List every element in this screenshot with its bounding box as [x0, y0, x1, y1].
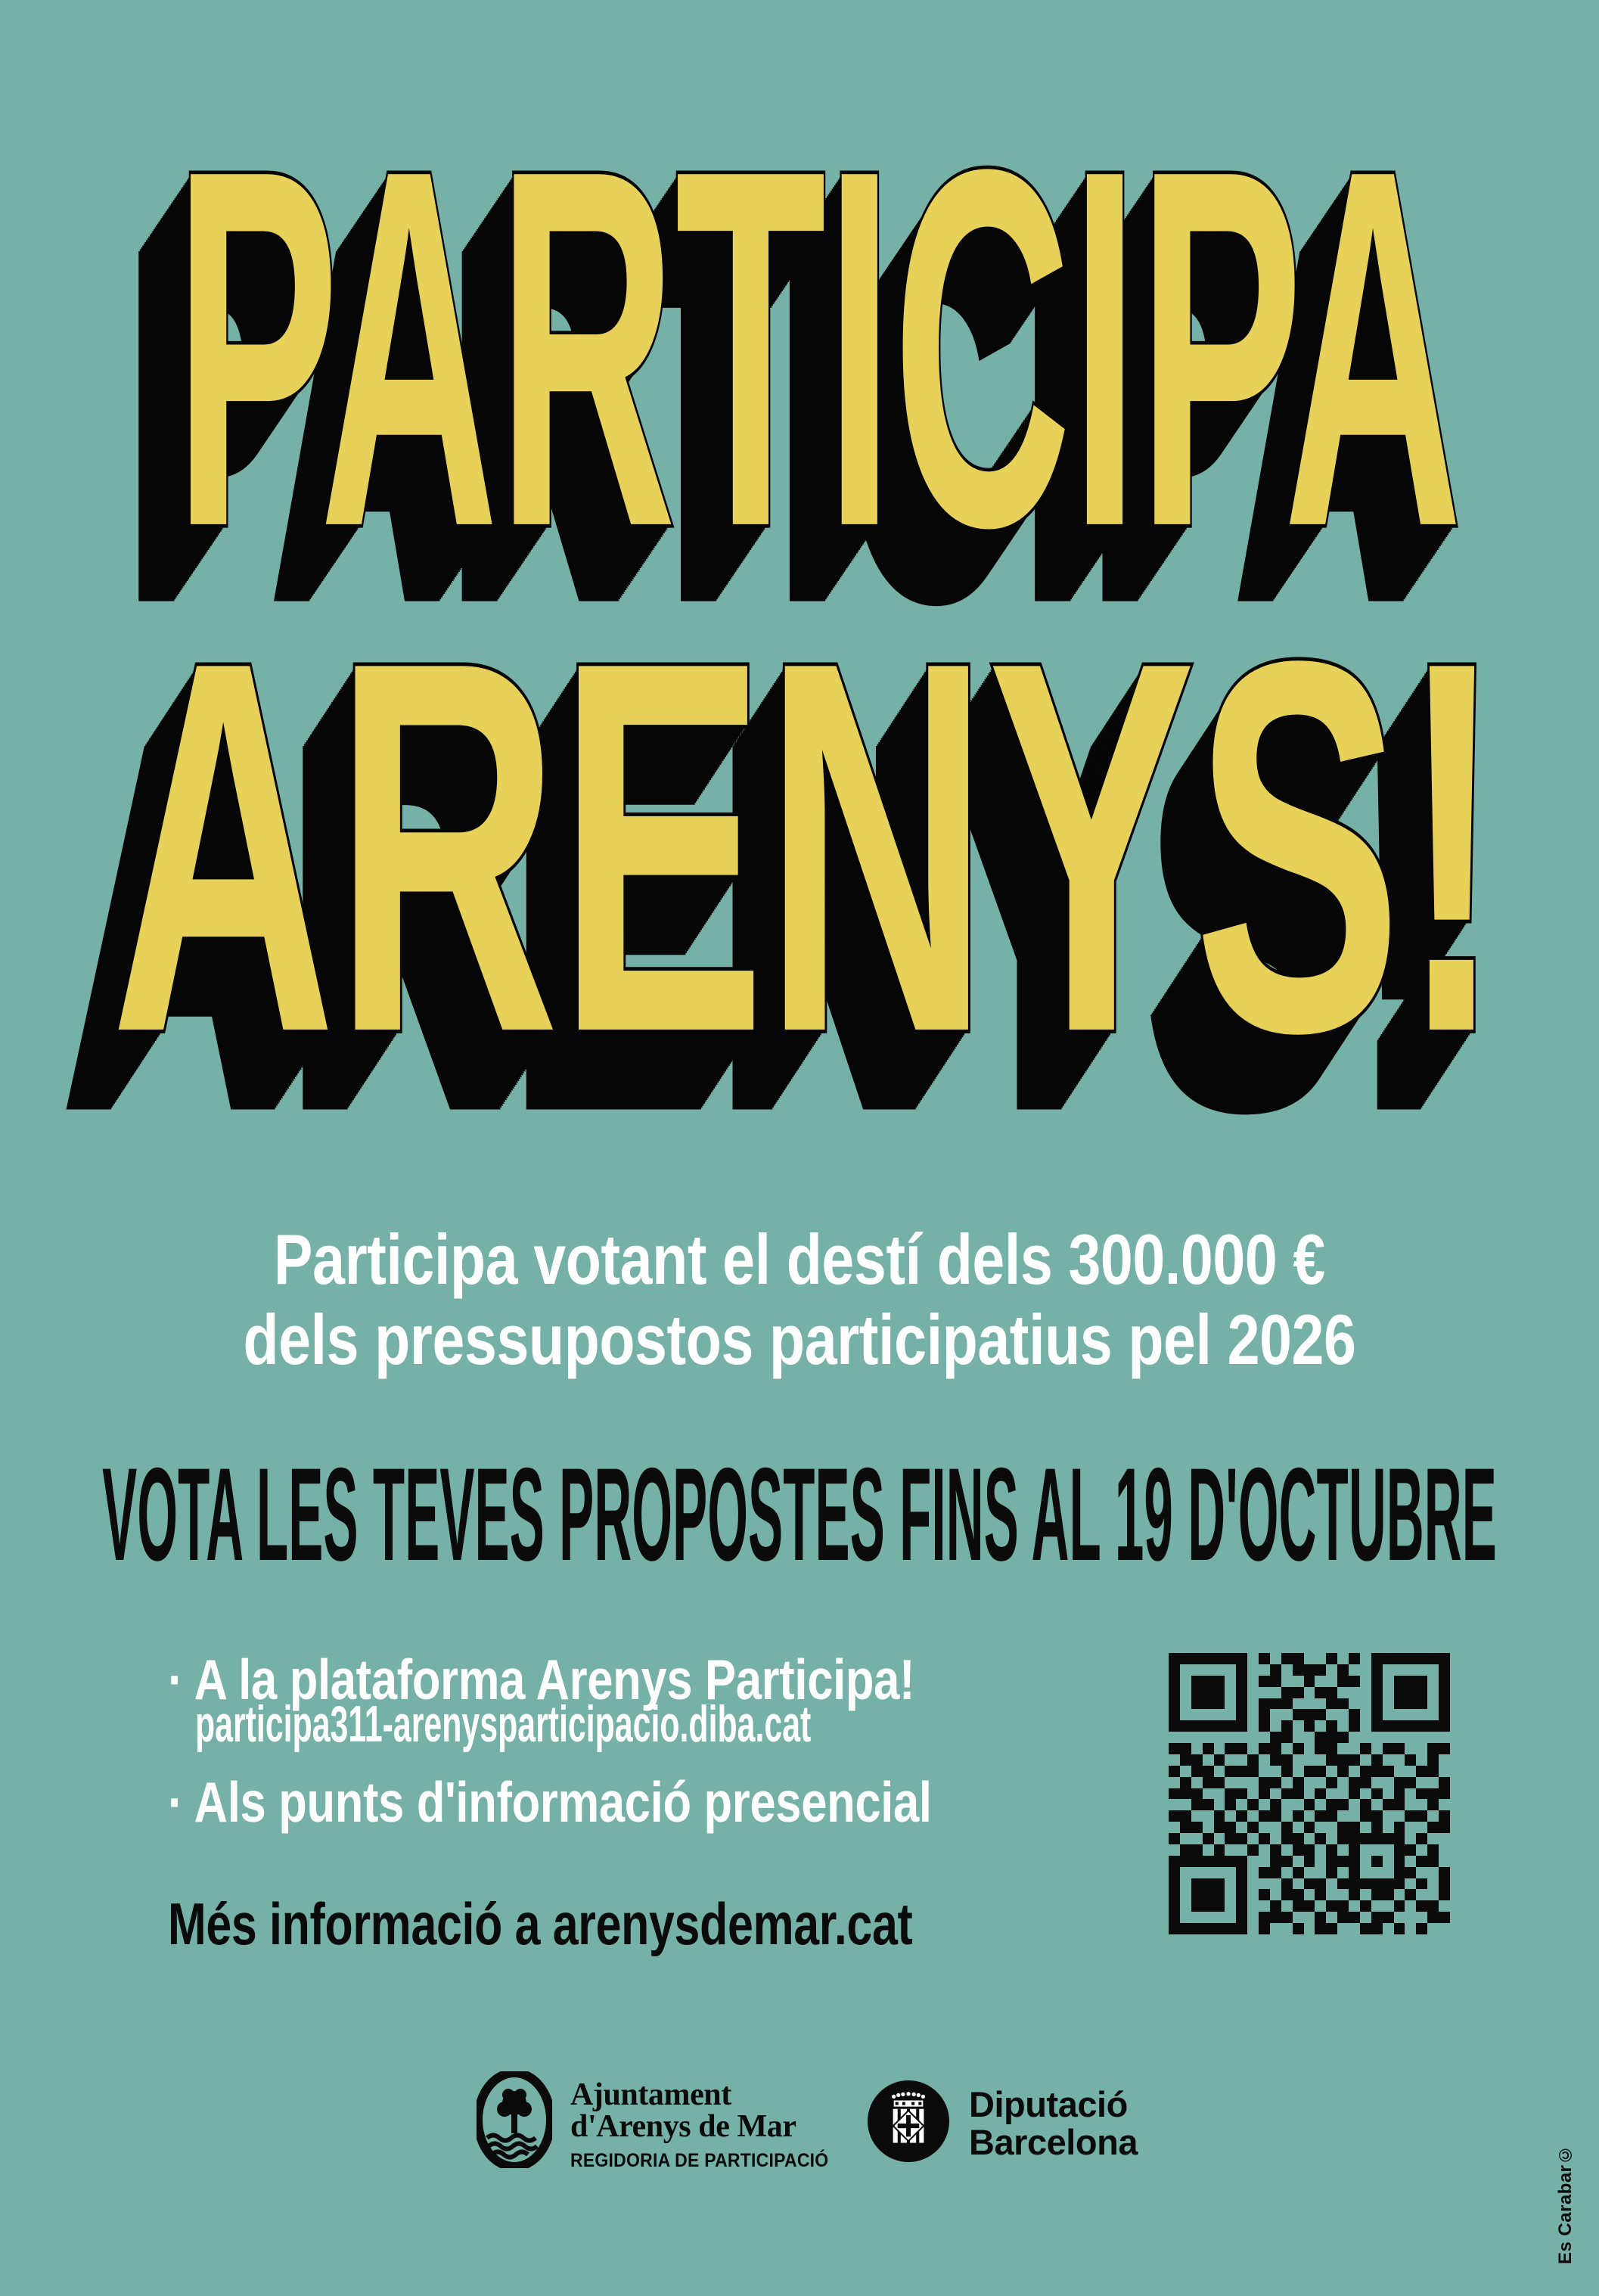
bullet-platform: · A la plataforma Arenys Participa! — [168, 1648, 915, 1711]
title-line-2-text: ARENYS! — [110, 551, 1502, 1142]
subtitle-line-1: Participa votant el destí dels 300.000 € — [274, 1219, 1325, 1299]
diputacio-name-line-2: Barcelona — [969, 2121, 1138, 2162]
subtitle-line-2: dels pressupostos participatius pel 2026 — [243, 1300, 1356, 1379]
deadline-banner-text: VOTA LES TEVES PROPOSTES FINS AL 19 D'OCTUBRE — [102, 1440, 1497, 1589]
ajuntament-crest-icon — [477, 2071, 552, 2172]
deadline-banner — [0, 1440, 1599, 1589]
design-credit: Es Carabar© — [1555, 2143, 1576, 2264]
diputacio-seal-icon — [868, 2080, 949, 2166]
title-line-1-text: PARTICIPA — [174, 63, 1461, 632]
bullet-info-points: · Als punts d'informació presencial — [168, 1770, 932, 1834]
subtitle — [0, 1219, 1599, 1380]
diputacio-name-line-1: Diputació — [969, 2083, 1128, 2124]
ajuntament-name-line-2: d'Arenys de Mar — [570, 2109, 796, 2144]
ajuntament-name-line-1: Ajuntament — [570, 2077, 731, 2112]
diputacio-logo — [868, 2080, 1138, 2166]
more-info-text: Més informació a arenysdemar.cat — [168, 1891, 913, 1957]
ajuntament-logo — [477, 2071, 851, 2172]
ajuntament-subline: REGIDORIA DE PARTICIPACIÓ — [570, 2150, 829, 2171]
title-line-1 — [0, 63, 1599, 632]
title-line-2 — [0, 551, 1599, 1142]
platform-url: participa311-arenysparticipacio.diba.cat — [195, 1695, 812, 1753]
qr-code — [1169, 1653, 1450, 1934]
